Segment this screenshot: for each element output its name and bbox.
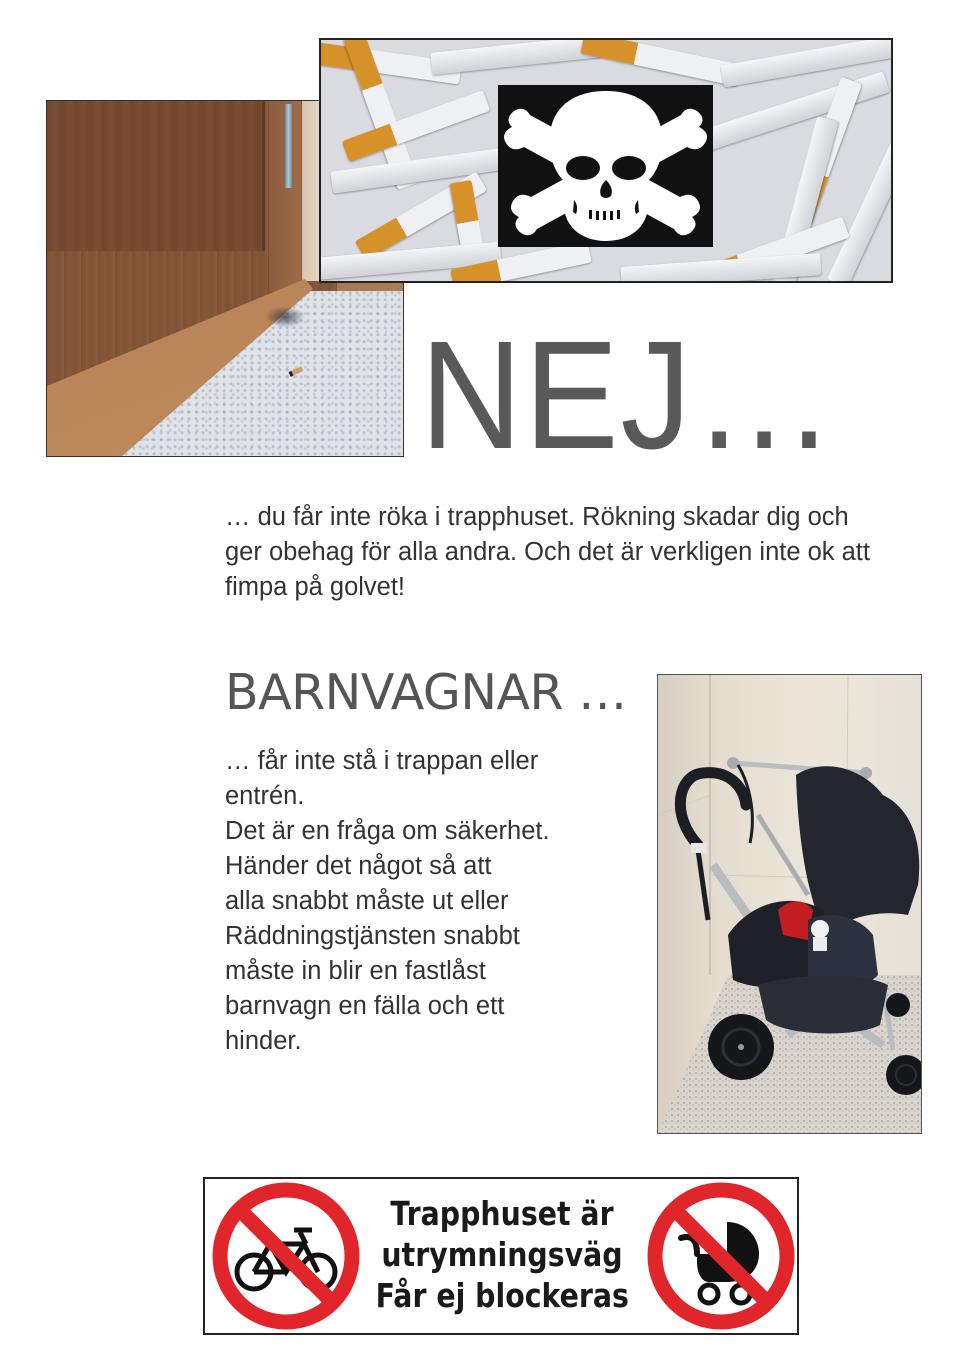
sign-text (376, 1193, 629, 1316)
stroller-photo (657, 674, 922, 1134)
strollers-line: … får inte stå i trappan eller (225, 747, 539, 775)
sign-line: Får ej blockeras (375, 1276, 629, 1315)
no-bicycles-icon (212, 1182, 360, 1330)
smoking-paragraph: … du får inte röka i trapphuset. Rökning skadar dig och ger obehag för alla andra. Och det är verkligen inte ok att fimpa på golvet! (225, 503, 870, 601)
no-strollers-icon (647, 1182, 795, 1330)
door-hinge (285, 104, 292, 188)
sign-line: utrymningsväg (381, 1235, 623, 1274)
strollers-heading: BARNVAGNAR … (225, 664, 627, 721)
headline-nej: NEJ… (420, 309, 837, 481)
cigarette (430, 38, 601, 75)
strollers-line: alla snabbt måste ut eller (225, 887, 509, 915)
sign-line: Trapphuset är (390, 1194, 614, 1233)
door-inset (47, 101, 265, 251)
escape-route-sign (203, 1177, 799, 1335)
cigarette (342, 90, 490, 162)
strollers-paragraph (225, 744, 645, 1059)
strollers-line: entrén. (225, 782, 305, 810)
strollers-line: Händer det något så att (225, 852, 492, 880)
strollers-line: Det är en fråga om säkerhet. (225, 817, 550, 845)
strollers-line: Räddningstjänsten snabbt (225, 922, 520, 950)
skull-and-crossbones-icon (498, 85, 713, 247)
strollers-line: hinder. (225, 1027, 302, 1055)
cigarettes-photo (319, 38, 893, 283)
strollers-line: barnvagn en fälla och ett (225, 992, 505, 1020)
cigarette (827, 134, 893, 283)
strollers-line: måste in blir en fastlåst (225, 957, 486, 985)
ash-stain (265, 306, 305, 328)
cigarette (580, 38, 741, 86)
